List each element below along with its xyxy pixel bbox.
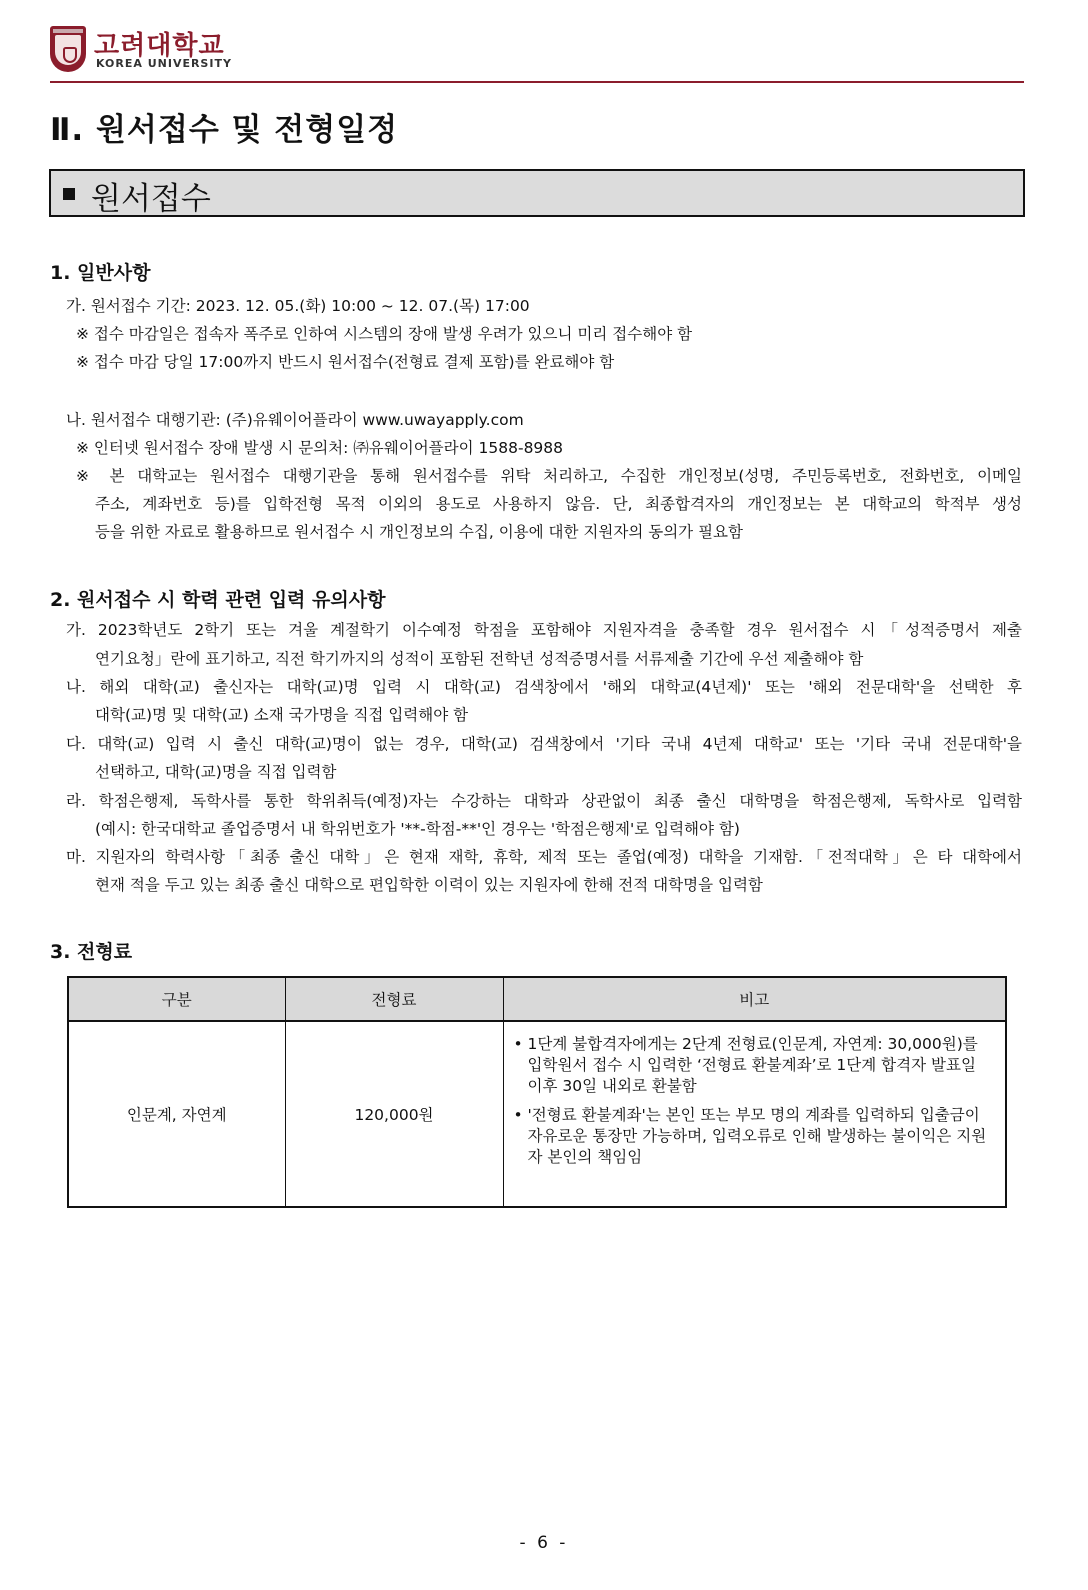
list-item: 마. 지원자의 학력사항「최종 출신 대학」은 현재 재학, 휴학, 제적 또는 졸업(예정) 대학을 기재함.「전적대학」은 타 대학에서	[66, 848, 1022, 866]
university-emblem-icon	[50, 26, 86, 72]
column-header-category: 구분	[68, 977, 285, 1021]
header-divider	[50, 81, 1024, 83]
list-item: 라. 학점은행제, 독학사를 통한 학위취득(예정)자는 수강하는 대학과 상관없이 최종 출신 대학명을 학점은행제, 독학사로 입력함	[66, 792, 1022, 810]
section-title: 원서접수	[91, 181, 211, 217]
note-text: '전형료 환불계좌'는 본인 또는 부모 명의 계좌를 입력하되 입출금이 자유로운 통장만 가능하며, 입력오류로 인해 발생하는 불이익은 지원자 본인의 책임임	[527, 1106, 987, 1166]
privacy-note-line: 주소, 계좌번호 등)를 입학전형 목적 이외의 용도로 사용하지 않음. 단, 최종합격자의 개인정보는 본 대학교의 학적부 생성	[95, 495, 1022, 513]
privacy-note-line: ※ 본 대학교는 원서접수 대행기관을 통해 원서접수를 위탁 처리하고, 수집한 개인정보(성명, 주민등록번호, 전화번호, 이메일	[76, 467, 1022, 485]
list-item: 나. 해외 대학(교) 출신자는 대학(교)명 입력 시 대학(교) 검색창에서 '해외 대학교(4년제)' 또는 '해외 전문대학'을 선택한 후	[66, 678, 1022, 696]
list-item: 다. 대학(교) 입력 시 출신 대학(교)명이 없는 경우, 대학(교) 검색창에서 '기타 국내 4년제 대학교' 또는 '기타 국내 전문대학'을	[66, 735, 1022, 753]
privacy-note-line: 등을 위한 자료로 활용하므로 원서접수 시 개인정보의 수집, 이용에 대한 지원자의 동의가 필요함	[95, 523, 744, 541]
column-header-fee: 전형료	[285, 977, 503, 1021]
note-line: ※ 인터넷 원서접수 장애 발생 시 문의처: ㈜유웨이어플라이 1588-8988	[76, 439, 564, 457]
page-number: - 6 -	[519, 1533, 569, 1553]
logo-korean-name: 고려대학교	[94, 31, 225, 61]
fee-heading: 3. 전형료	[50, 941, 133, 963]
logo-english-name: KOREA UNIVERSITY	[96, 57, 232, 70]
category-cell: 인문계, 자연계	[68, 1021, 285, 1207]
list-item: 연기요청」란에 표기하고, 직전 학기까지의 성적이 포함된 전학년 성적증명서를 서류제출 기간에 우선 제출해야 함	[95, 650, 864, 668]
note-line: ※ 접수 마감 당일 17:00까지 반드시 원서접수(전형료 결제 포함)를 완료해야 함	[76, 353, 615, 371]
fee-table	[67, 976, 1007, 1208]
notes-cell	[503, 1021, 1006, 1207]
general-info-heading: 1. 일반사항	[50, 262, 151, 284]
application-period: 가. 원서접수 기간: 2023. 12. 05.(화) 10:00 ~ 12. 07.(목) 17:00	[66, 297, 530, 315]
list-item: (예시: 한국대학교 졸업증명서 내 학위번호가 '**-학점-**'인 경우는 '학점은행제'로 입력해야 함)	[95, 820, 740, 838]
fee-cell: 120,000원	[285, 1021, 503, 1207]
list-item: 현재 적을 두고 있는 최종 출신 대학으로 편입학한 이력이 있는 지원자에 한해 전적 대학명을 입력함	[95, 876, 763, 894]
note-item	[514, 1105, 996, 1168]
education-input-heading: 2. 원서접수 시 학력 관련 입력 유의사항	[50, 589, 386, 611]
column-header-notes: 비고	[503, 977, 1006, 1021]
list-item: 대학(교)명 및 대학(교) 소재 국가명을 직접 입력해야 함	[95, 706, 469, 724]
table-row	[68, 1021, 1006, 1207]
list-item: 가. 2023학년도 2학기 또는 겨울 계절학기 이수예정 학점을 포함해야 지원자격을 충족할 경우 원서접수 시「성적증명서 제출	[66, 621, 1022, 639]
square-bullet-icon	[63, 188, 75, 200]
note-text: 1단계 불합격자에게는 2단계 전형료(인문계, 자연계: 30,000원)를 입학원서 접수 시 입력한 ‘전형료 환불계좌’로 1단계 합격자 발표일 이후 30일 내외로 환불함	[527, 1035, 978, 1095]
note-item	[514, 1034, 996, 1097]
agency-line: 나. 원서접수 대행기관: (주)유웨이어플라이 www.uwayapply.com	[66, 411, 524, 429]
chapter-title: Ⅱ. 원서접수 및 전형일정	[50, 112, 399, 148]
section-title-bar	[49, 169, 1025, 217]
page-header	[50, 26, 1024, 82]
list-item: 선택하고, 대학(교)명을 직접 입력함	[95, 763, 337, 781]
table-header-row	[68, 977, 1006, 1021]
bullet-icon: •	[513, 1106, 523, 1124]
bullet-icon: •	[513, 1035, 523, 1053]
note-line: ※ 접수 마감일은 접속자 폭주로 인하여 시스템의 장애 발생 우려가 있으니 미리 접수해야 함	[76, 325, 693, 343]
